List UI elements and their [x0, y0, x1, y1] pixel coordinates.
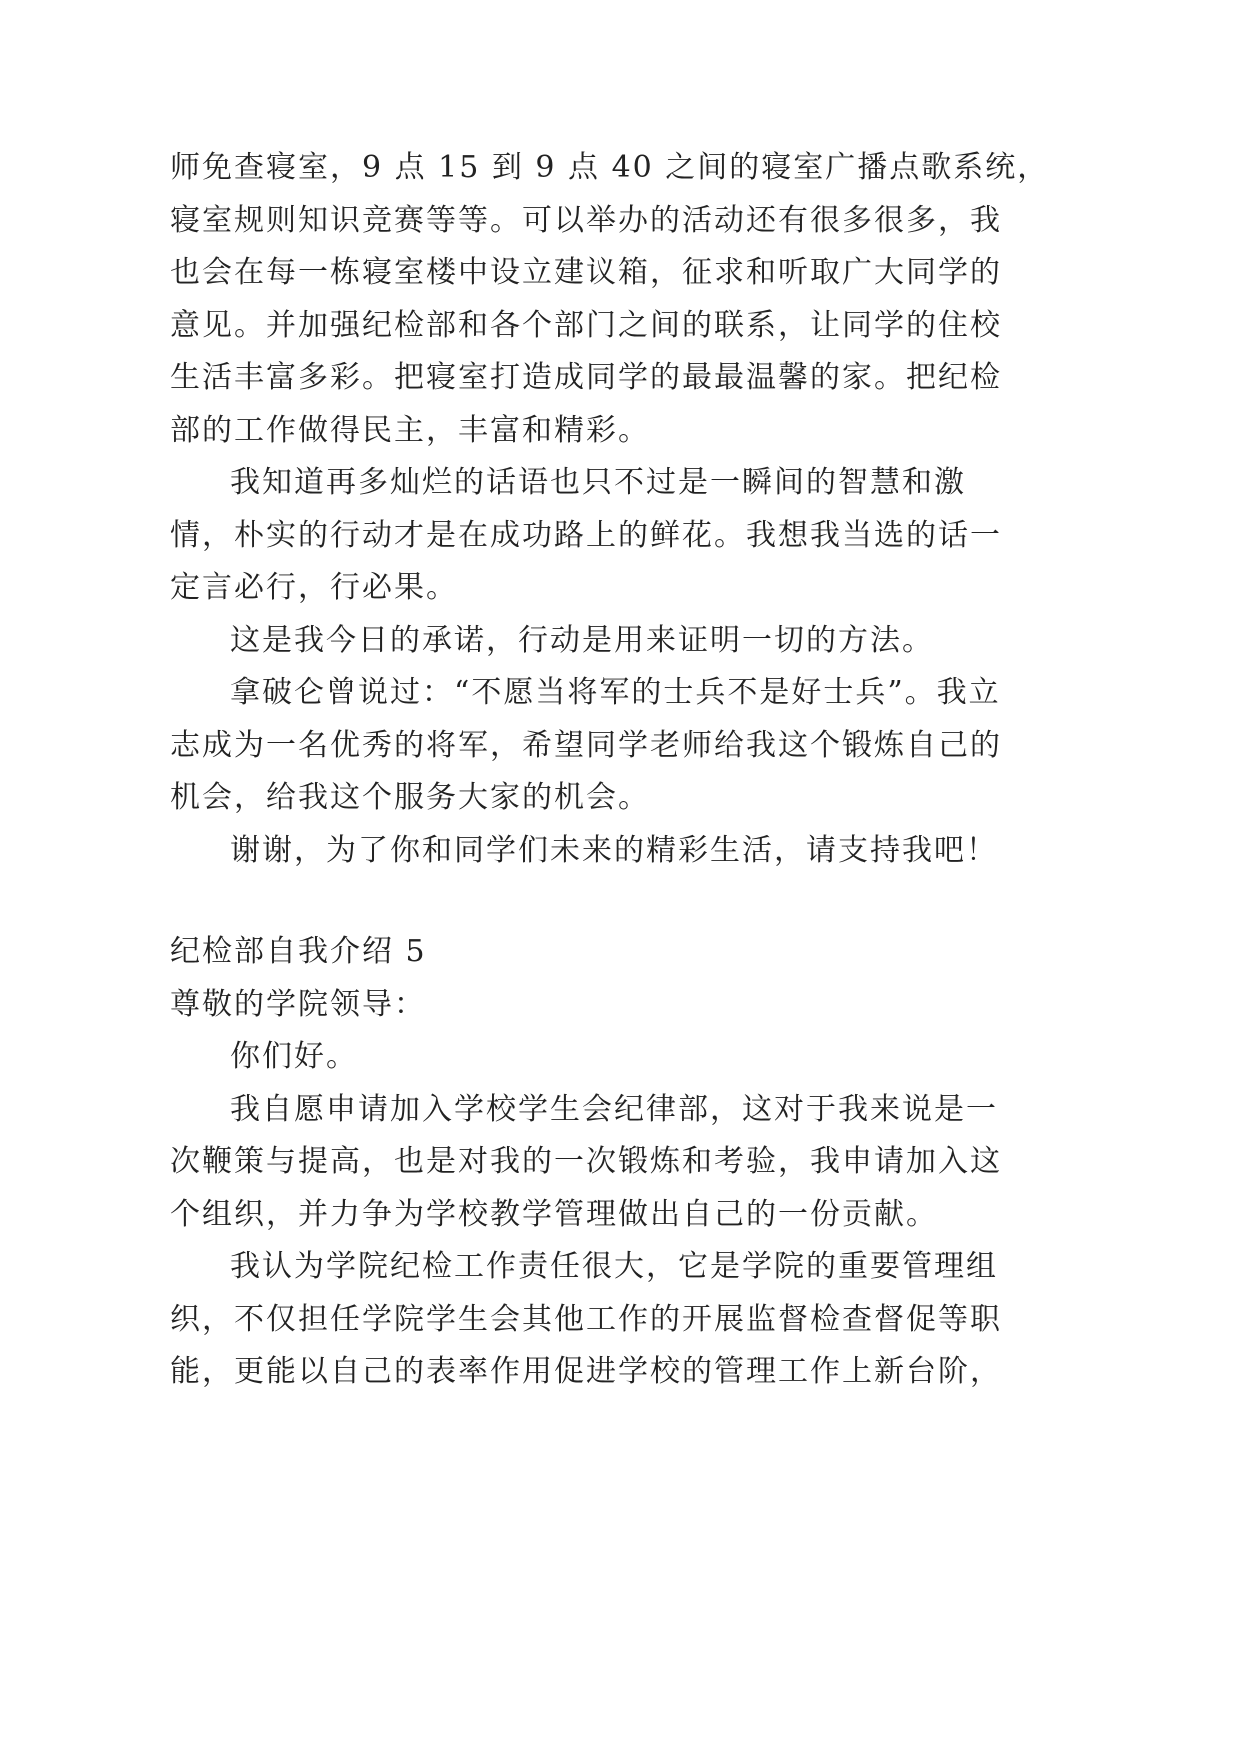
body-text-line: 师免查寝室，9 点 15 到 9 点 40 之间的寝室广播点歌系统，: [170, 150, 1050, 185]
body-text-line: 这是我今日的承诺，行动是用来证明一切的方法。: [230, 623, 934, 658]
section-heading: 纪检部自我介绍 5: [170, 934, 427, 969]
body-text-line: 能，更能以自己的表率作用促进学校的管理工作上新台阶，: [170, 1354, 1002, 1389]
body-text-line: 意见。并加强纪检部和各个部门之间的联系，让同学的住校: [170, 308, 1002, 343]
body-text-line: 情，朴实的行动才是在成功路上的鲜花。我想我当选的话一: [170, 518, 1002, 553]
body-text-line: 生活丰富多彩。把寝室打造成同学的最最温馨的家。把纪检: [170, 360, 1002, 395]
body-text-line: 定言必行，行必果。: [170, 570, 458, 605]
body-text-line: 织，不仅担任学院学生会其他工作的开展监督检查督促等职: [170, 1302, 1002, 1337]
body-text-line: 部的工作做得民主，丰富和精彩。: [170, 413, 650, 448]
greeting: 你们好。: [230, 1039, 358, 1074]
body-text-line: 谢谢，为了你和同学们未来的精彩生活，请支持我吧！: [230, 833, 998, 868]
body-text-line: 我知道再多灿烂的话语也只不过是一瞬间的智慧和激: [230, 465, 966, 500]
salutation: 尊敬的学院领导：: [170, 987, 426, 1022]
body-text-line: 我自愿申请加入学校学生会纪律部，这对于我来说是一: [230, 1092, 998, 1127]
body-text-line: 拿破仑曾说过：“不愿当将军的士兵不是好士兵”。我立: [230, 675, 1001, 710]
body-text-line: 也会在每一栋寝室楼中设立建议箱，征求和听取广大同学的: [170, 255, 1002, 290]
body-text-line: 寝室规则知识竞赛等等。可以举办的活动还有很多很多，我: [170, 203, 1002, 238]
body-text-line: 机会，给我这个服务大家的机会。: [170, 780, 650, 815]
body-text-line: 个组织，并力争为学校教学管理做出自己的一份贡献。: [170, 1197, 938, 1232]
body-text-line: 我认为学院纪检工作责任很大，它是学院的重要管理组: [230, 1249, 998, 1284]
body-text-line: 志成为一名优秀的将军，希望同学老师给我这个锻炼自己的: [170, 728, 1002, 763]
body-text-line: 次鞭策与提高，也是对我的一次锻炼和考验，我申请加入这: [170, 1144, 1002, 1179]
